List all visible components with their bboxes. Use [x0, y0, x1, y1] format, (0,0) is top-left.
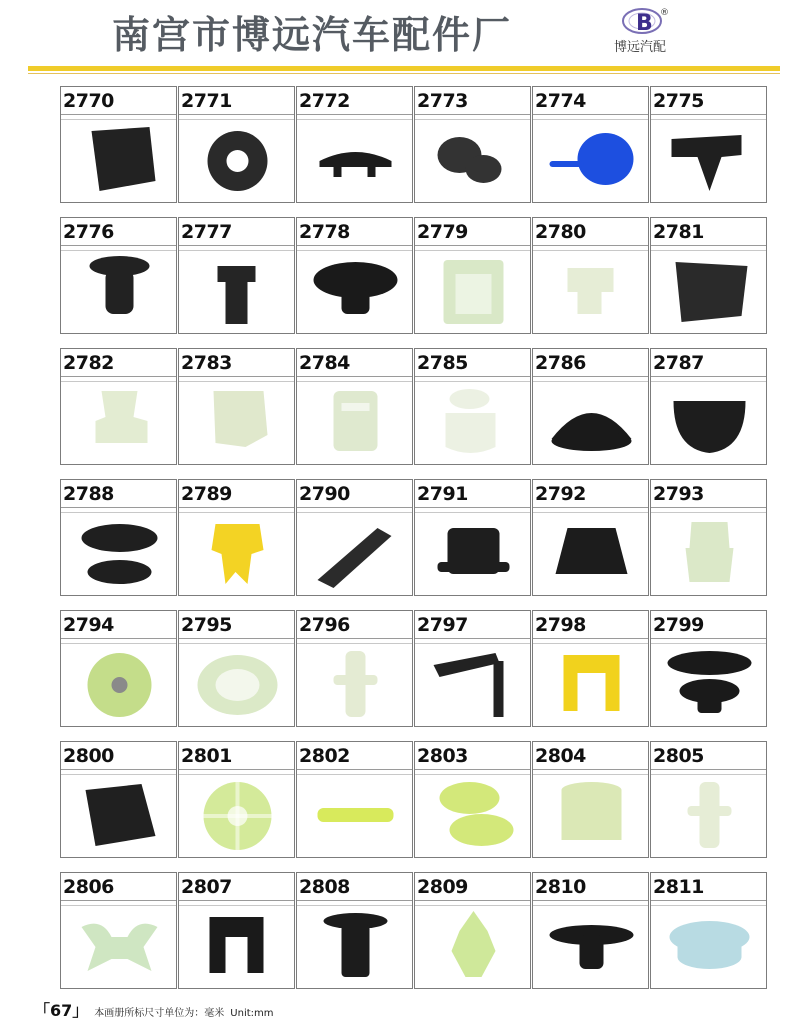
part-photo: [307, 121, 404, 199]
cell-rule-light: [297, 774, 412, 775]
cell-rule-light: [651, 250, 766, 251]
cell-rule-light: [415, 905, 530, 906]
part-photo: [307, 252, 404, 330]
part-cell: [532, 741, 649, 858]
cell-rule: [61, 900, 176, 901]
cell-rule-light: [61, 774, 176, 775]
cell-rule: [415, 638, 530, 639]
cell-rule-light: [651, 119, 766, 120]
parts-grid: [60, 86, 769, 989]
part-number: 2798: [535, 614, 586, 636]
part-photo: [425, 776, 522, 854]
part-cell: [650, 741, 767, 858]
part-photo: [543, 121, 640, 199]
part-cell: [178, 217, 295, 334]
part-photo: [71, 121, 168, 199]
part-number: 2795: [181, 614, 232, 636]
part-cell: [650, 86, 767, 203]
part-number: 2808: [299, 876, 350, 898]
part-cell: [178, 872, 295, 989]
cell-rule-light: [651, 512, 766, 513]
cell-rule: [651, 114, 766, 115]
part-cell: [296, 348, 413, 465]
part-number: 2788: [63, 483, 114, 505]
cell-rule: [297, 376, 412, 377]
registered-mark: ®: [660, 8, 669, 18]
part-photo: [425, 645, 522, 723]
cell-rule: [61, 507, 176, 508]
part-number: 2807: [181, 876, 232, 898]
part-cell: [414, 872, 531, 989]
cell-rule-light: [415, 119, 530, 120]
cell-rule-light: [61, 512, 176, 513]
part-photo: [543, 252, 640, 330]
part-photo: [661, 121, 758, 199]
cell-rule: [651, 769, 766, 770]
cell-rule: [415, 769, 530, 770]
cell-rule: [297, 245, 412, 246]
part-number: 2792: [535, 483, 586, 505]
part-photo: [425, 121, 522, 199]
part-cell: [60, 479, 177, 596]
part-cell: [60, 348, 177, 465]
part-number: 2787: [653, 352, 704, 374]
cell-rule: [61, 114, 176, 115]
part-photo: [189, 907, 286, 985]
cell-rule-light: [61, 905, 176, 906]
cell-rule-light: [651, 381, 766, 382]
cell-rule: [651, 638, 766, 639]
part-photo: [425, 907, 522, 985]
unit-note: 本画册所标尺寸单位为：毫米: [94, 1008, 225, 1019]
cell-rule-light: [297, 381, 412, 382]
cell-rule: [297, 900, 412, 901]
part-cell: [414, 741, 531, 858]
part-photo: [661, 383, 758, 461]
part-photo: [425, 252, 522, 330]
part-cell: [60, 741, 177, 858]
cell-rule-light: [179, 250, 294, 251]
part-number: 2776: [63, 221, 114, 243]
part-number: 2777: [181, 221, 232, 243]
cell-rule: [297, 769, 412, 770]
part-photo: [661, 907, 758, 985]
part-number: 2797: [417, 614, 468, 636]
part-photo: [543, 383, 640, 461]
part-photo: [307, 645, 404, 723]
part-number: 2794: [63, 614, 114, 636]
part-cell: [650, 348, 767, 465]
cell-rule-light: [61, 119, 176, 120]
cell-rule: [297, 114, 412, 115]
cell-rule: [61, 769, 176, 770]
part-cell: [414, 348, 531, 465]
part-photo: [543, 907, 640, 985]
part-cell: [60, 86, 177, 203]
part-cell: [60, 610, 177, 727]
part-photo: [71, 907, 168, 985]
cell-rule-light: [297, 119, 412, 120]
part-cell: [296, 479, 413, 596]
part-number: 2771: [181, 90, 232, 112]
cell-rule-light: [415, 643, 530, 644]
cell-rule-light: [415, 250, 530, 251]
cell-rule-light: [179, 381, 294, 382]
part-cell: [650, 479, 767, 596]
part-number: 2774: [535, 90, 586, 112]
part-cell: [650, 217, 767, 334]
part-number: 2804: [535, 745, 586, 767]
cell-rule-light: [533, 250, 648, 251]
cell-rule-light: [533, 119, 648, 120]
cell-rule-light: [61, 250, 176, 251]
part-number: 2800: [63, 745, 114, 767]
part-cell: [532, 86, 649, 203]
part-photo: [71, 776, 168, 854]
cell-rule: [61, 376, 176, 377]
page-number: 「67」: [34, 1001, 89, 1020]
part-number: 2803: [417, 745, 468, 767]
part-photo: [307, 383, 404, 461]
part-cell: [414, 610, 531, 727]
cell-rule: [533, 376, 648, 377]
part-photo: [189, 645, 286, 723]
part-number: 2802: [299, 745, 350, 767]
cell-rule: [415, 507, 530, 508]
part-photo: [307, 514, 404, 592]
brand-name: 博远汽配: [614, 40, 667, 55]
part-cell: [178, 479, 295, 596]
cell-rule-light: [297, 512, 412, 513]
header-divider-thin: [28, 73, 780, 74]
part-cell: [650, 872, 767, 989]
cell-rule: [415, 245, 530, 246]
part-cell: [532, 479, 649, 596]
part-cell: [532, 348, 649, 465]
cell-rule: [61, 638, 176, 639]
cell-rule-light: [415, 512, 530, 513]
part-number: 2789: [181, 483, 232, 505]
cell-rule: [179, 114, 294, 115]
part-number: 2805: [653, 745, 704, 767]
part-cell: [296, 741, 413, 858]
cell-rule: [533, 769, 648, 770]
part-number: 2799: [653, 614, 704, 636]
part-number: 2796: [299, 614, 350, 636]
catalog-header: [0, 0, 809, 66]
cell-rule: [533, 114, 648, 115]
cell-rule: [533, 638, 648, 639]
header-divider: [28, 66, 780, 71]
page-footer: [34, 998, 274, 1020]
header-watermark-strip: [60, 50, 760, 62]
part-photo: [71, 383, 168, 461]
part-cell: [532, 610, 649, 727]
part-number: 2783: [181, 352, 232, 374]
cell-rule: [415, 900, 530, 901]
cell-rule-light: [297, 250, 412, 251]
cell-rule: [651, 245, 766, 246]
part-cell: [414, 86, 531, 203]
company-name: 南宫市博远汽车配件厂: [112, 13, 513, 57]
cell-rule-light: [533, 643, 648, 644]
cell-rule: [415, 114, 530, 115]
part-cell: [532, 217, 649, 334]
part-number: 2781: [653, 221, 704, 243]
cell-rule: [533, 900, 648, 901]
part-photo: [307, 776, 404, 854]
part-photo: [307, 907, 404, 985]
part-number: 2809: [417, 876, 468, 898]
brand-mark-letter: B: [636, 11, 653, 36]
part-photo: [189, 252, 286, 330]
cell-rule: [651, 507, 766, 508]
cell-rule-light: [179, 774, 294, 775]
part-number: 2782: [63, 352, 114, 374]
cell-rule: [179, 376, 294, 377]
part-photo: [189, 776, 286, 854]
part-number: 2790: [299, 483, 350, 505]
part-photo: [661, 514, 758, 592]
cell-rule: [179, 245, 294, 246]
part-number: 2778: [299, 221, 350, 243]
part-number: 2775: [653, 90, 704, 112]
part-number: 2780: [535, 221, 586, 243]
part-cell: [414, 217, 531, 334]
cell-rule: [415, 376, 530, 377]
cell-rule: [533, 507, 648, 508]
part-number: 2811: [653, 876, 704, 898]
part-cell: [178, 348, 295, 465]
part-photo: [543, 776, 640, 854]
part-number: 2779: [417, 221, 468, 243]
part-cell: [532, 872, 649, 989]
cell-rule-light: [179, 643, 294, 644]
part-number: 2770: [63, 90, 114, 112]
part-number: 2791: [417, 483, 468, 505]
cell-rule: [179, 900, 294, 901]
part-cell: [296, 86, 413, 203]
part-cell: [650, 610, 767, 727]
cell-rule: [651, 376, 766, 377]
part-number: 2785: [417, 352, 468, 374]
cell-rule: [61, 245, 176, 246]
part-photo: [661, 645, 758, 723]
part-cell: [60, 217, 177, 334]
part-number: 2806: [63, 876, 114, 898]
cell-rule-light: [415, 774, 530, 775]
part-photo: [543, 514, 640, 592]
part-cell: [60, 872, 177, 989]
cell-rule: [297, 638, 412, 639]
cell-rule: [179, 507, 294, 508]
part-number: 2793: [653, 483, 704, 505]
part-photo: [543, 645, 640, 723]
part-cell: [178, 610, 295, 727]
part-cell: [178, 741, 295, 858]
part-photo: [425, 383, 522, 461]
part-number: 2801: [181, 745, 232, 767]
cell-rule-light: [533, 512, 648, 513]
part-photo: [189, 383, 286, 461]
cell-rule-light: [297, 643, 412, 644]
part-photo: [425, 514, 522, 592]
part-cell: [414, 479, 531, 596]
cell-rule: [651, 900, 766, 901]
part-photo: [71, 645, 168, 723]
cell-rule-light: [533, 774, 648, 775]
cell-rule-light: [533, 381, 648, 382]
part-number: 2786: [535, 352, 586, 374]
part-photo: [661, 776, 758, 854]
part-photo: [71, 514, 168, 592]
cell-rule-light: [415, 381, 530, 382]
cell-rule-light: [61, 381, 176, 382]
part-cell: [296, 217, 413, 334]
part-number: 2784: [299, 352, 350, 374]
cell-rule-light: [651, 774, 766, 775]
part-cell: [178, 86, 295, 203]
part-photo: [661, 252, 758, 330]
part-cell: [296, 872, 413, 989]
part-number: 2773: [417, 90, 468, 112]
cell-rule-light: [651, 905, 766, 906]
cell-rule-light: [179, 905, 294, 906]
cell-rule: [533, 245, 648, 246]
cell-rule: [179, 638, 294, 639]
cell-rule-light: [533, 905, 648, 906]
part-number: 2772: [299, 90, 350, 112]
cell-rule-light: [179, 119, 294, 120]
cell-rule: [297, 507, 412, 508]
unit-note-en: Unit:mm: [230, 1008, 274, 1019]
part-cell: [296, 610, 413, 727]
cell-rule-light: [297, 905, 412, 906]
part-number: 2810: [535, 876, 586, 898]
part-photo: [71, 252, 168, 330]
cell-rule: [179, 769, 294, 770]
brand-b-icon: [620, 6, 670, 36]
cell-rule-light: [61, 643, 176, 644]
cell-rule-light: [651, 643, 766, 644]
part-photo: [189, 121, 286, 199]
part-photo: [189, 514, 286, 592]
cell-rule-light: [179, 512, 294, 513]
